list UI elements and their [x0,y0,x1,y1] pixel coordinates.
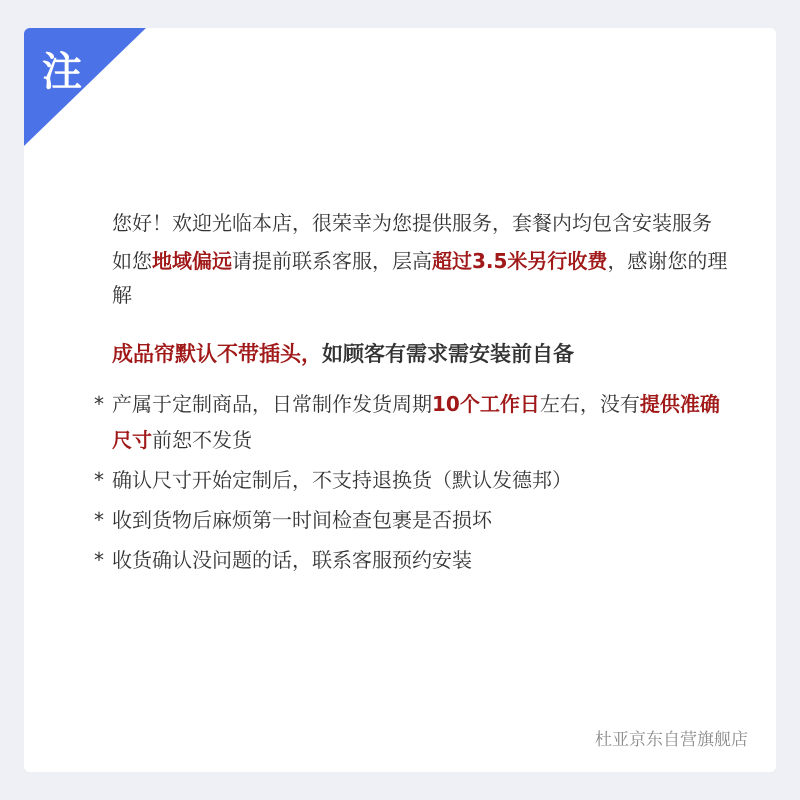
item-text: 产属于定制商品，日常制作发货周期 [112,392,432,416]
plug-notice-highlight: 成品帘默认不带插头， [112,342,322,366]
item-text: 确认尺寸开始定制后，不支持退换货（默认发德邦） [112,468,572,492]
bullet-star: * [94,468,104,492]
badge-label: 注 [42,49,82,95]
list-item [94,502,732,538]
item-text: 收货确认没问题的话，联系客服预约安装 [112,548,472,572]
bullet-star: * [94,508,104,532]
notes-list [94,386,732,578]
plug-notice-text: 如顾客有需求需安装前自备 [322,342,574,366]
highlight-size: 提供准确尺寸 [112,392,720,452]
intro-paragraph-2 [112,244,732,312]
bullet-star: * [94,392,104,416]
content [94,206,732,582]
item-text: 收到货物后麻烦第一时间检查包裹是否损坏 [112,508,492,532]
list-item [94,542,732,578]
intro-text: ，感谢您的理解 [112,249,728,307]
shop-name: 杜亚京东自营旗舰店 [595,730,748,750]
intro-text: 如您 [112,249,152,273]
list-item [94,386,732,458]
intro-text: 请提前联系客服，层高 [232,249,432,273]
highlight-remote-area: 地域偏远 [152,249,232,273]
plug-notice [112,336,732,372]
item-text: 前恕不发货 [152,428,252,452]
highlight-lead-time: 10个工作日 [432,392,540,416]
list-item [94,462,732,498]
intro-paragraph-1: 您好！欢迎光临本店，很荣幸为您提供服务，套餐内均包含安装服务 [112,211,712,235]
item-text: 左右，没有 [539,392,640,416]
highlight-height-fee: 超过3.5米另行收费 [432,249,608,273]
bullet-star: * [94,548,104,572]
notice-card [24,28,776,772]
